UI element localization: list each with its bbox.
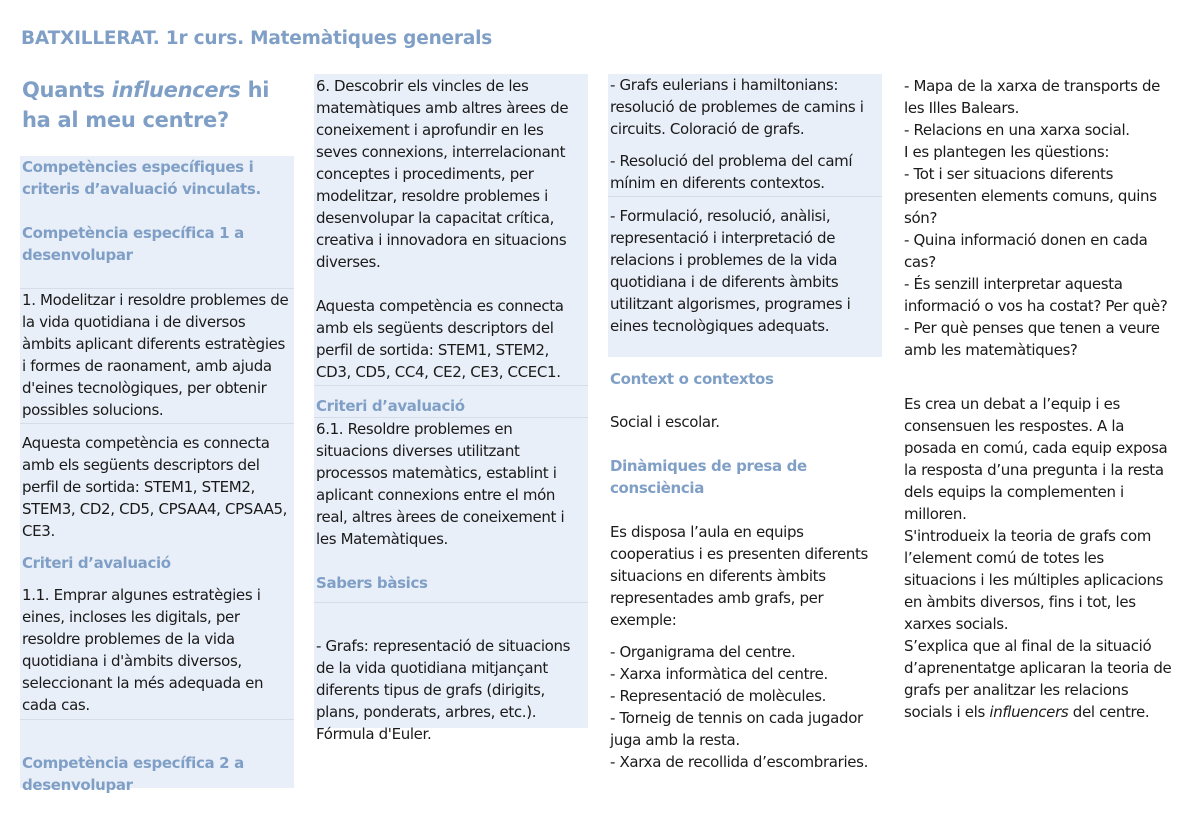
criteri6-text: 6.1. Resoldre problemes en situacions diverses utilitzant processos matemàtics, establint i aplicant connexions entre el món real, altres àrees de coneixement i les Matemàtiques. xyxy=(314,417,588,550)
context-heading: Context o contextos xyxy=(610,370,774,388)
column-4 xyxy=(902,74,1182,723)
title-text-em: influencers xyxy=(111,78,241,102)
comp2-heading xyxy=(20,719,294,796)
title-text-post: hi ha al meu centre? xyxy=(22,78,270,132)
comp1-text: 1. Modelitzar i resoldre problemes de la vida quotidiana i de diversos àmbits aplicant diferents estratègies i formes de raonament, amb ajuda d'eines tecnològiques, per obtenir possibles solucions. xyxy=(20,288,294,421)
competencies-panel xyxy=(20,156,294,794)
column-1 xyxy=(20,74,294,794)
column-2 xyxy=(314,74,588,743)
example-item: - Xarxa de recollida d’escombraries. xyxy=(610,753,869,771)
question-item: - És senzill interpretar aquesta informació o vos ha costat? Per què? xyxy=(904,275,1168,315)
questions-intro: I es plantegen les qüestions: xyxy=(904,143,1110,161)
title-text-pre: Quants xyxy=(22,78,112,102)
example-item: - Relacions en una xarxa social. xyxy=(904,121,1130,139)
examples-list-cont xyxy=(902,74,1182,361)
sabers-heading: Sabers bàsics xyxy=(316,574,428,592)
example-item: - Organigrama del centre. xyxy=(610,643,796,661)
comp6-panel xyxy=(314,74,588,743)
document-title: BATXILLERAT. 1r curs. Matemàtiques generals xyxy=(21,28,493,49)
criteri1-heading: Criteri d’avaluació xyxy=(22,554,171,572)
sabers-item-4: - Formulació, resolució, anàlisi, representació i interpretació de relacions i problemes de la vida quotidiana i de diferents àmbits utilitzant algorismes, programes i eines tecnològiques adequats. xyxy=(608,196,882,337)
question-item: - Tot i ser situacions diferents presenten elements comuns, quins són? xyxy=(904,165,1157,227)
context-text: Social i escolar. xyxy=(610,413,720,431)
example-item: - Representació de molècules. xyxy=(610,687,827,705)
competencies-heading: Competències específiques i criteris d’avaluació vinculats. xyxy=(22,158,261,198)
sabers-panel-cont xyxy=(608,74,882,357)
final-text-pre: S’explica que al final de la situació d’aprenentatge aplicaran la teoria de grafs per analitzar les relacions socials i els xyxy=(904,637,1172,721)
comp1-descriptors: Aquesta competència es connecta amb els següents descriptors del perfil de sortida: STEM1, STEM2, STEM3, CD2, CD5, CPSAA4, CPSAA5, CE3. xyxy=(20,423,294,542)
sabers-item-2: - Grafs eulerians i hamiltonians: resolució de problemes de camins i circuits. Coloració de grafs. xyxy=(610,76,864,138)
column-3 xyxy=(608,74,882,773)
comp1-heading: Competència específica 1 a desenvolupar xyxy=(22,224,244,264)
examples-list xyxy=(608,641,882,773)
example-item: - Mapa de la xarxa de transports de les Illes Balears. xyxy=(904,77,1161,117)
criteri6-heading: Criteri d’avaluació xyxy=(314,385,588,417)
criteri1-text: 1.1. Emprar algunes estratègies i eines, incloses les digitals, per resoldre problemes de la vida quotidiana i d'àmbits diversos, seleccionant la més adequada en cada cas. xyxy=(22,586,264,714)
question-item: - Quina informació donen en cada cas? xyxy=(904,231,1148,271)
example-item: - Torneig de tennis on cada jugador juga amb la resta. xyxy=(610,709,863,749)
final-text-em: influencers xyxy=(989,703,1069,721)
dinamiques-heading: Dinàmiques de presa de consciència xyxy=(610,457,807,497)
final-text xyxy=(902,635,1182,723)
sabers-item-1: - Grafs: representació de situacions de la vida quotidiana mitjançant diferents tipus de grafs (dirigits, plans, ponderats, arbres, etc.). Fórmula d'Euler. xyxy=(314,602,588,745)
comp6-descriptors: Aquesta competència es connecta amb els següents descriptors del perfil de sortida: STEM1, STEM2, CD3, CD5, CC4, CE2, CE3, CCEC1. xyxy=(316,297,564,381)
sabers-item-3: - Resolució del problema del camí mínim en diferents contextos. xyxy=(610,152,853,192)
example-item: - Xarxa informàtica del centre. xyxy=(610,665,828,683)
comp6-text: 6. Descobrir els vincles de les matemàtiques amb altres àrees de coneixement i aprofundir en les seves connexions, interrelacionant conceptes i procediments, per modelitzar, resoldre problemes i desenvolupar la capacitat crítica, creativa i innovadora en situacions diverses. xyxy=(316,77,569,271)
intro-text: S'introdueix la teoria de grafs com l’element comú de totes les situacions i les múltiples aplicacions en àmbits diversos, fins i tot, les xarxes socials. xyxy=(904,527,1164,633)
debate-text: Es crea un debat a l’equip i es consensuen les respostes. A la posada en comú, cada equip exposa la resposta d’una pregunta i la resta dels equips la complementen i milloren. xyxy=(904,395,1168,523)
final-text-post: del centre. xyxy=(1068,703,1150,721)
comp2-heading-text: Competència específica 2 a desenvolupar xyxy=(22,754,244,794)
dinamiques-intro: Es disposa l’aula en equips cooperatius i es presenten diferents situacions en diferents àmbits representades amb grafs, per exemple: xyxy=(610,523,868,629)
situation-title xyxy=(20,74,294,136)
question-item: - Per què penses que tenen a veure amb les matemàtiques? xyxy=(904,319,1160,359)
